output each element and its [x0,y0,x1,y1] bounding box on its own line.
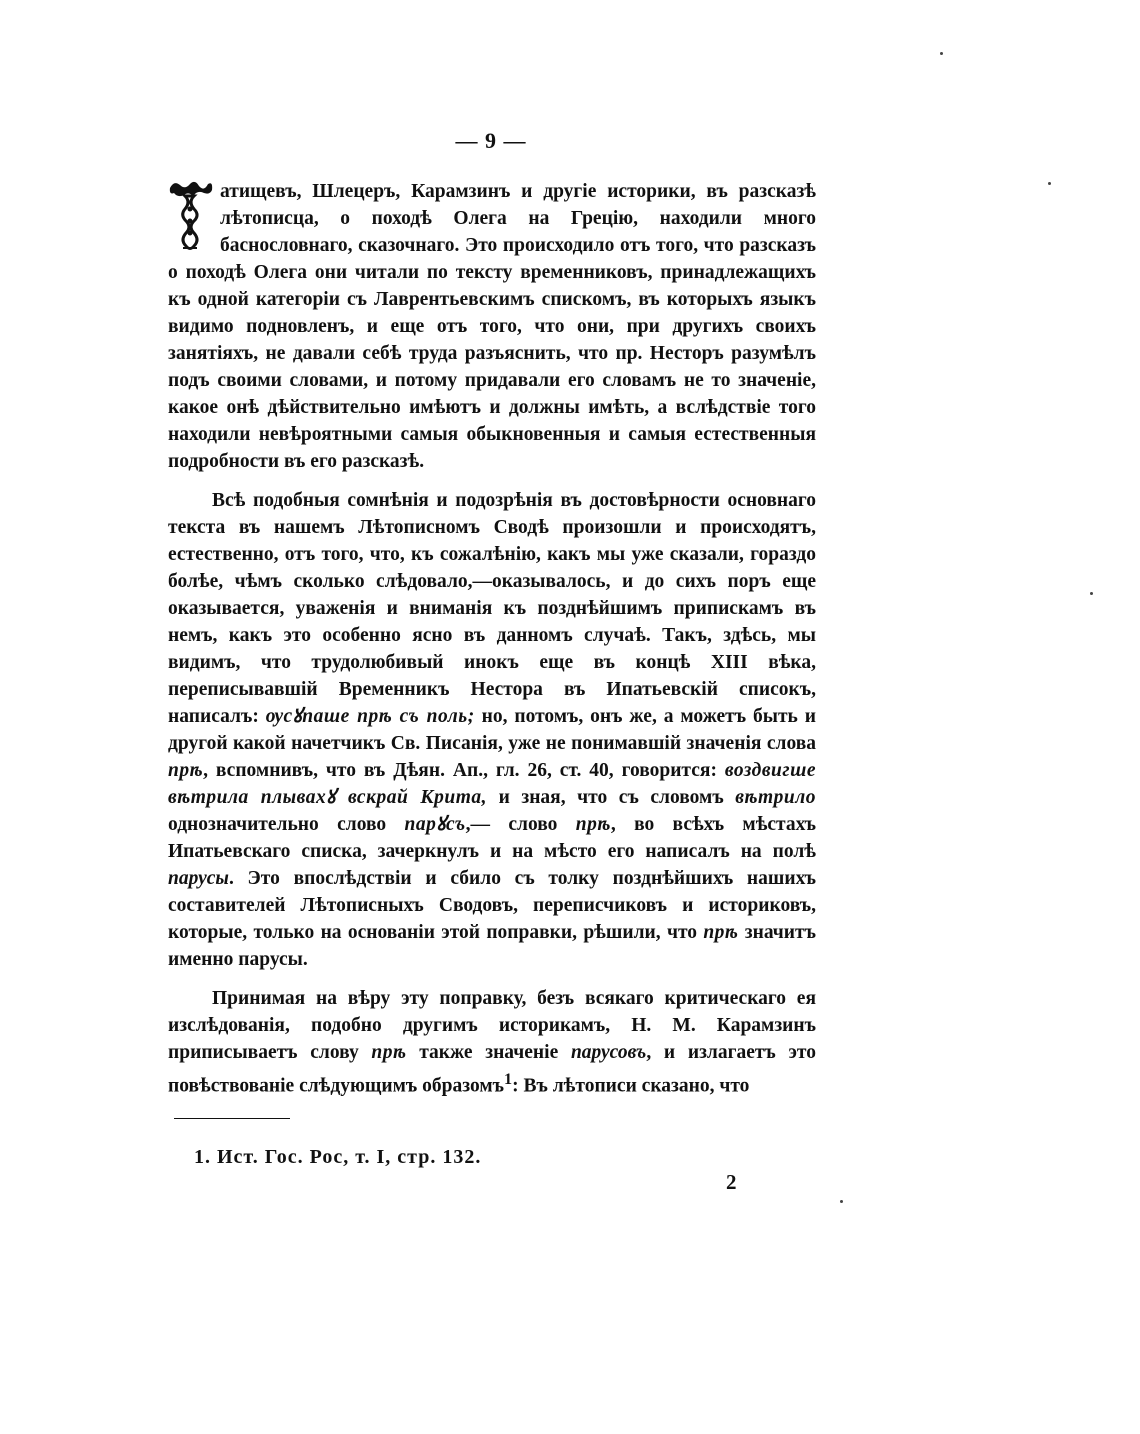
footnote: 1. Ист. Гос. Рос, т. I, стр. 132. [194,1146,482,1168]
main-text [168,178,816,1112]
ornamental-t-icon [168,180,214,252]
paragraph-1-text: атищевъ, Шлецеръ, Карамзинъ и другіе историки, въ разсказѣ лѣтописца, о походѣ Олега на Грецію, находили много баснословнаго, сказочнаго. Это происходило отъ того, что разсказъ о походѣ Олега они читали по тексту временниковъ, принадлежащихъ къ одной категоріи съ Лаврентьевскимъ спискомъ, въ которыхъ языкъ видимо подновленъ, и еще отъ того, что они, при другихъ своихъ занятіяхъ, не давали себѣ труда разъяснить, что пр. Несторъ разумѣлъ подъ своими словами, и потому придавали его словамъ не то значеніе, какое онѣ дѣйствительно имѣютъ и должны имѣть, а вслѣдствіе того находили невѣроятными самыя обыкновенныя и самыя естественныя подробности въ его разсказѣ. [168,181,816,472]
paragraph-1 [168,178,816,475]
paragraph-2-text-i: значитъ именно парусы. [168,922,816,970]
italic-parusy: парусы [168,868,229,889]
slavonic-quote-acts: воздвигше вѣтрила плывахꙋ вскрай Крита, [168,760,816,808]
paragraph-2-text-c: , вспомнивъ, что въ Дѣян. Ап., гл. 26, ст. 40, говорится: [203,760,725,781]
paragraph-2-text-g: , во всѣхъ мѣстахъ Ипатьевскаго списка, зачеркнулъ и на мѣсто его написалъ на полѣ [168,814,816,862]
slavonic-word-pre-3: прѣ [703,922,739,943]
paragraph-2 [168,487,816,973]
slavonic-word-pre-4: прѣ [371,1042,407,1063]
scan-speck [840,1200,843,1203]
paragraph-3-text-c: , и излагаетъ это повѣствованіе слѣдующимъ образомъ [168,1042,816,1097]
scan-speck [1090,592,1093,595]
italic-parusov: парусовъ [570,1042,647,1063]
paragraph-3-text-b: также значеніе [406,1042,571,1063]
footnote-reference[interactable]: 1 [503,1070,513,1088]
paragraph-2-text-b: но, потомъ, онъ же, а можетъ быть и другой какой начетчикъ Св. Писанія, уже не понимавшій значенія слова [168,706,816,754]
page-number: — 9 — [455,128,527,153]
slavonic-word-parus: парꙋсъ [404,814,466,835]
signature-mark: 2 [726,1170,737,1194]
scan-speck [1048,182,1051,185]
paragraph-2-text-e: однозначительно слово [168,814,405,835]
paragraph-2-text-h: . Это впослѣдствіи и сбило съ толку позднѣйшихъ нашихъ составителей Лѣтописныхъ Сводовъ, переписчиковъ и историковъ, которые, только на основаніи этой поправки, рѣшили, что [168,868,816,943]
ornamental-drop-cap [168,180,214,252]
slavonic-word-pre-2: прѣ [575,814,611,835]
slavonic-quote-1: ѹсꙋпаше прѣ съ поль; [265,706,475,727]
paragraph-3-text-a: Принимая на вѣру эту поправку, безъ всякаго критическаго ея изслѣдованія, подобно другимъ историкамъ, Н. М. Карамзинъ приписываетъ слову [168,988,816,1063]
slavonic-word-vetrilo: вѣтрило [735,787,816,808]
paragraph-2-text-d: и зная, что съ словомъ [487,787,736,808]
paragraph-3 [168,985,816,1100]
paragraph-3-text-d: : Въ лѣтописи сказано, что [512,1075,750,1097]
paragraph-2-text-f: ,— слово [465,814,576,835]
slavonic-word-pre-1: прѣ [168,760,204,781]
paragraph-2-text-a: Всѣ подобныя сомнѣнія и подозрѣнія въ достовѣрности основнаго текста въ нашемъ Лѣтописномъ Сводѣ произошли и происходятъ, естественно, отъ того, что, къ сожалѣнію, какъ мы уже сказали, гораздо болѣе, чѣмъ сколько слѣдовало,—оказывалось, и до сихъ поръ еще оказывается, уваженія и вниманія къ позднѣйшимъ припискамъ въ немъ, какъ это особенно ясно въ данномъ случаѣ. Такъ, здѣсь, мы видимъ, что трудолюбивый инокъ еще въ концѣ XIII вѣка, переписывавшій Временникъ Нестора въ Ипатьевскій списокъ, написалъ: [168,490,816,727]
footnote-divider [174,1118,290,1119]
scan-speck [940,52,943,55]
